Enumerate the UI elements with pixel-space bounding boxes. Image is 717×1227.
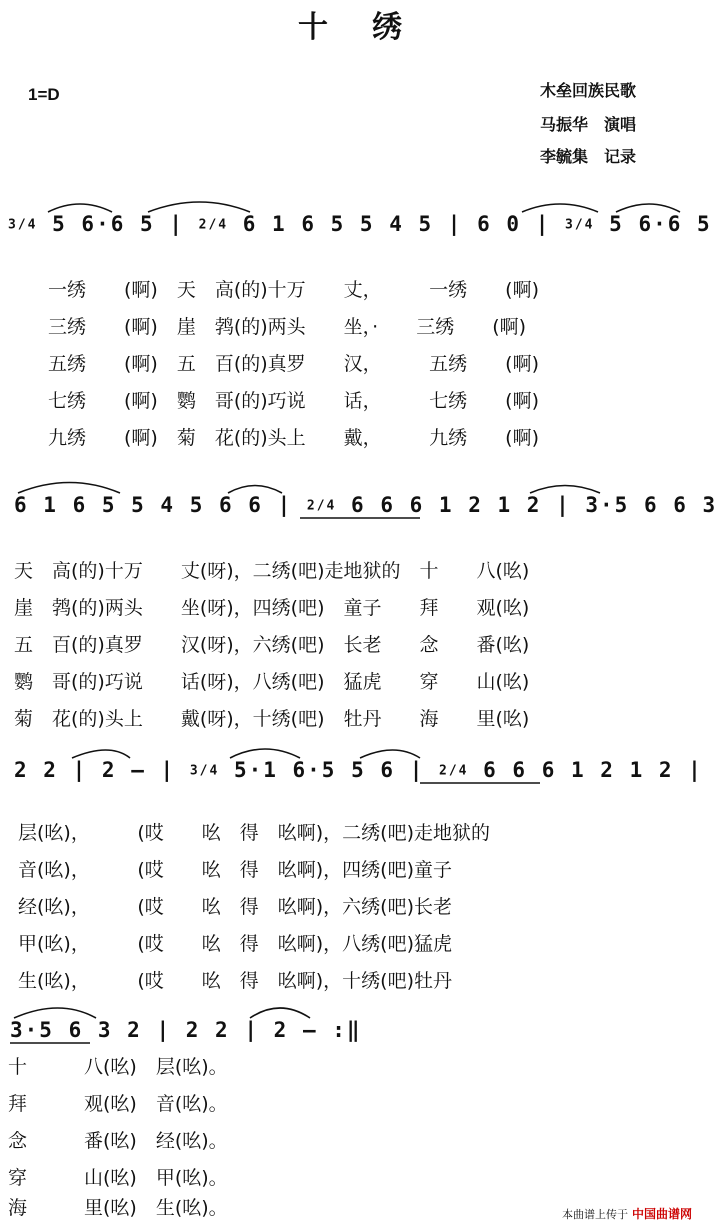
lyric-line-2: 音(吆)， (哎 吆 得 吆啊)，四绣(吧)童子 xyxy=(18,859,452,881)
lyric-line-2: 三绣 (啊) 崖 鹁(的)两头 坐，· 三绣 (啊) xyxy=(48,316,527,338)
lyric-line-1: 天 高(的)十万 丈(呀)，二绣(吧)走地狱的 十 八(吆) xyxy=(14,560,530,582)
lyric-line-4: 鹦 哥(的)巧说 话(呀)，八绣(吧) 猛虎 穿 山(吆) xyxy=(14,671,530,693)
measure: 6 6 6 1 2 1 2 xyxy=(483,758,674,782)
measure: 5·1 6·5 5 6 xyxy=(233,758,396,782)
measure: 2 — xyxy=(273,1018,318,1042)
slur xyxy=(250,1008,310,1018)
lyric-line-5: 生(吆)， (哎 吆 得 吆啊)，十绣(吧)牡丹 xyxy=(18,970,452,992)
repeat-end-barline: :‖ xyxy=(332,1018,362,1042)
measure: 3·5 6 6 3 xyxy=(585,493,717,517)
measure: 6 1 6 5 5 4 5 xyxy=(242,212,434,236)
barline: | xyxy=(556,493,571,517)
barline: | xyxy=(535,212,551,236)
lyric-line-2: 拜 观(吆) 音(吆)。 xyxy=(8,1093,228,1115)
slur xyxy=(616,204,680,212)
measure: 6 1 6 5 5 4 5 6 6 xyxy=(14,493,263,517)
notation-row xyxy=(14,493,717,517)
footer-source xyxy=(562,1205,692,1222)
slur xyxy=(530,486,600,494)
time-signature: 2/4 xyxy=(439,763,469,779)
measure: 3·5 6 3 2 xyxy=(10,1018,142,1042)
barline: | xyxy=(156,1018,172,1042)
footer-site-logo: 中国曲谱网 xyxy=(631,1207,692,1221)
slur xyxy=(228,486,282,494)
footer-text: 本曲谱上传于 xyxy=(561,1208,628,1221)
notation-row xyxy=(14,758,703,782)
slur xyxy=(18,483,120,494)
barline: | xyxy=(244,1018,260,1042)
slur xyxy=(48,204,112,212)
lyric-line-3: 念 番(吆) 经(吆)。 xyxy=(8,1130,228,1152)
credit-transcriber: 李毓集 记录 xyxy=(540,147,637,166)
measure: 2 2 xyxy=(185,1018,230,1042)
slur xyxy=(14,1008,96,1018)
measure: 2 — xyxy=(101,758,146,782)
slur xyxy=(522,204,598,212)
time-signature: 3/4 xyxy=(8,217,38,233)
lyric-line-3: 五 百(的)真罗 汉(呀)，六绣(吧) 长老 念 番(吆) xyxy=(14,634,530,656)
barline: | xyxy=(72,758,88,782)
measure: 5 6·6 5 xyxy=(52,212,155,236)
measure: 5 6·6 5 xyxy=(609,212,712,236)
time-signature: 3/4 xyxy=(565,217,595,233)
measure: 6 0 xyxy=(477,212,522,236)
slur xyxy=(72,750,130,758)
slur xyxy=(230,749,300,758)
lyric-line-3: 五绣 (啊) 五 百(的)真罗 汉， 五绣 (啊) xyxy=(48,353,539,375)
lyric-line-5: 九绣 (啊) 菊 花(的)头上 戴， 九绣 (啊) xyxy=(48,427,539,449)
barline: | xyxy=(688,758,703,782)
lyric-line-3: 经(吆)， (哎 吆 得 吆啊)，六绣(吧)长老 xyxy=(18,896,452,918)
lyric-line-1: 一绣 (啊) 天 高(的)十万 丈， 一绣 (啊) xyxy=(48,279,539,301)
lyric-line-5: 海 里(吆) 生(吆)。 xyxy=(8,1197,228,1219)
lyric-line-1: 十 八(吆) 层(吆)。 xyxy=(8,1056,228,1078)
lyric-line-4: 穿 山(吆) 甲(吆)。 xyxy=(8,1167,228,1189)
credit-performer: 马振华 演唱 xyxy=(540,115,637,134)
time-signature: 2/4 xyxy=(198,217,229,233)
time-signature: 2/4 xyxy=(306,498,337,514)
measure: 6 6 6 1 2 1 2 xyxy=(351,493,542,517)
barline: | xyxy=(277,493,293,517)
credit-genre: 木垒回族民歌 xyxy=(540,81,637,100)
lyric-line-4: 七绣 (啊) 鹦 哥(的)巧说 话， 七绣 (啊) xyxy=(48,390,539,412)
key-signature: 1=D xyxy=(28,85,60,104)
barline: | xyxy=(160,758,176,782)
song-title: 十绣 xyxy=(298,10,446,45)
lyric-line-2: 崖 鹁(的)两头 坐(呀)，四绣(吧) 童子 拜 观(吆) xyxy=(14,597,530,619)
measure: 2 2 xyxy=(14,758,58,782)
slur xyxy=(360,750,420,758)
notation-row xyxy=(8,212,712,236)
barline: | xyxy=(447,212,463,236)
notation-row xyxy=(10,1018,362,1042)
barline: | xyxy=(409,758,425,782)
lyric-line-1: 层(吆)， (哎 吆 得 吆啊)，二绣(吧)走地狱的 xyxy=(18,822,490,844)
lyric-line-4: 甲(吆)， (哎 吆 得 吆啊)，八绣(吧)猛虎 xyxy=(18,933,452,955)
slur xyxy=(148,202,250,212)
time-signature: 3/4 xyxy=(189,763,220,779)
barline: | xyxy=(169,212,184,236)
lyric-line-5: 菊 花(的)头上 戴(呀)，十绣(吧) 牡丹 海 里(吆) xyxy=(14,708,530,730)
